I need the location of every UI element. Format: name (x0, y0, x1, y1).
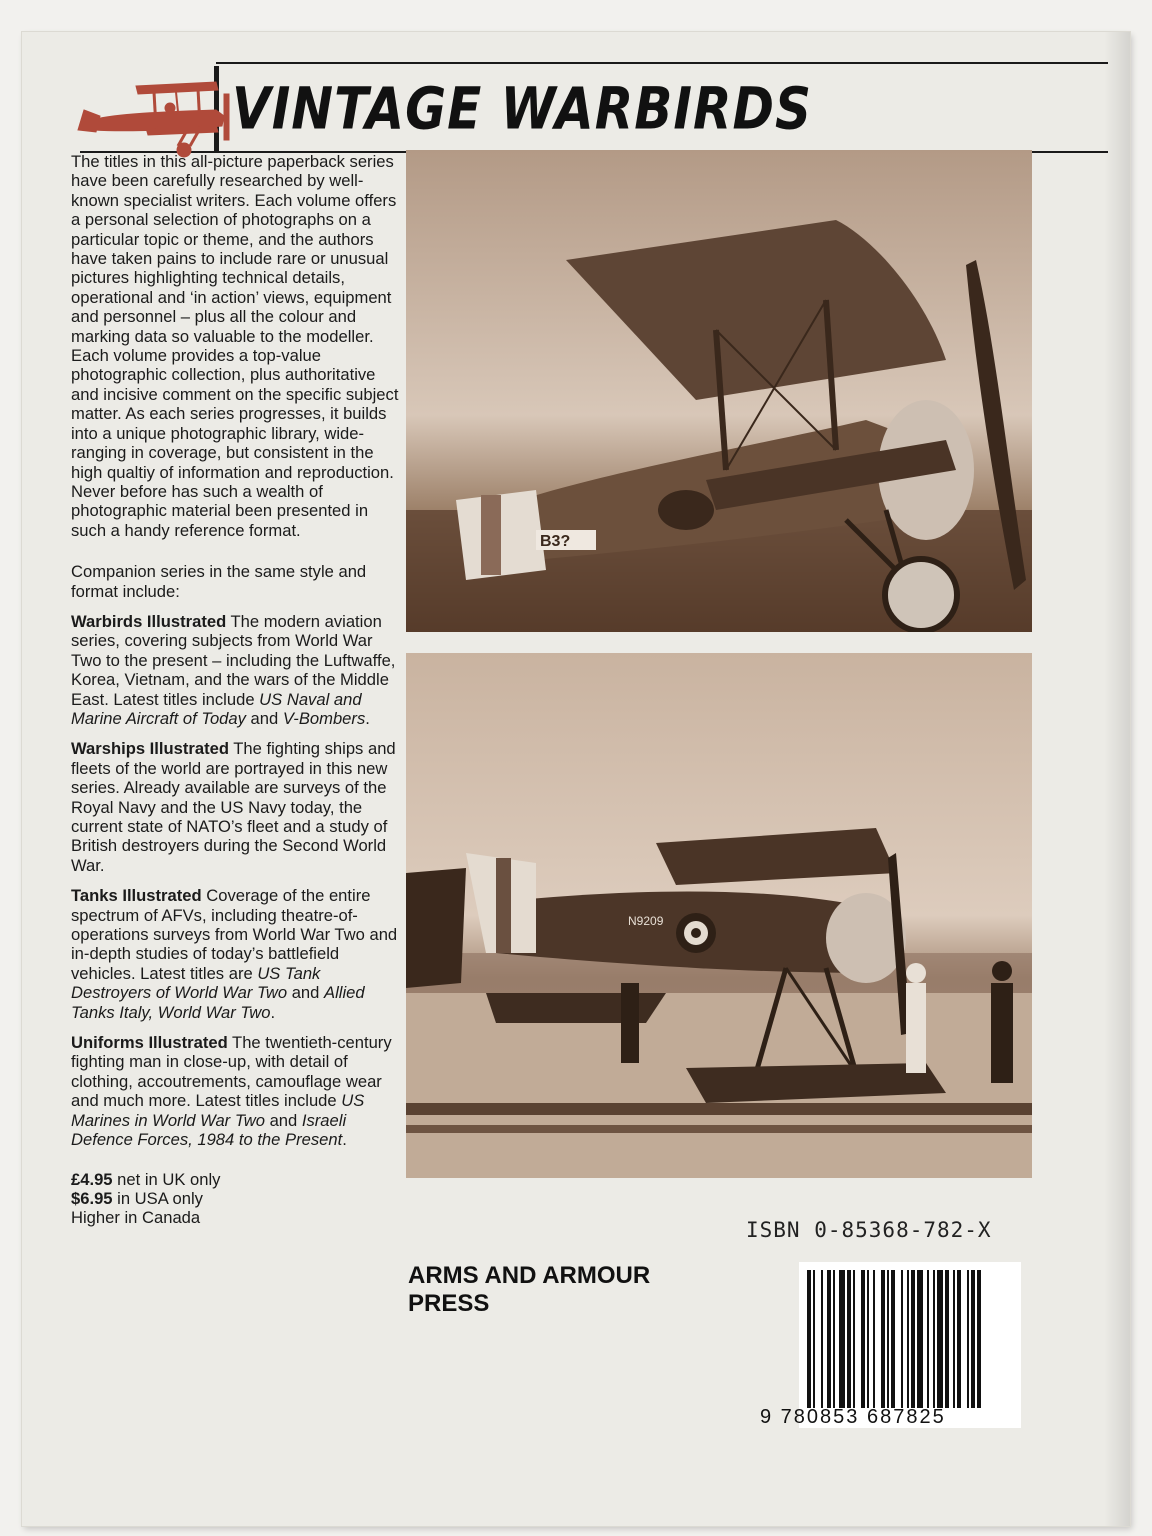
series-name: Warships Illustrated (71, 739, 229, 759)
series-text: . (342, 1130, 347, 1150)
biplane-logo-icon (66, 80, 236, 160)
aircraft-serial: N9209 (628, 914, 664, 928)
photo-biplane-airfield (406, 150, 1032, 632)
price-uk (71, 1170, 401, 1189)
series-text: . (270, 1002, 276, 1022)
series-name: Tanks Illustrated (71, 886, 202, 906)
series-title: VINTAGE WARBIRDS (232, 75, 812, 143)
intro-paragraph: The titles in this all-picture paperback series have been carefully researched by well-known specialist writers. Each volume offers a personal selection of photographs on a particular topic or theme, and the authors have taken pains to include rare or unusual pictures highlighting technical details, operational and ‘in action’ views, equipment and personnel – plus all the colour and marking data so valuable to the modeller. Each volume provides a top-value photographic collection, plus authoritative and incisive comment on the specific subject matter. As each series progresses, it builds into a unique photographic library, wide-ranging in coverage, but consistent in the high qualtiy of information and reproduction. Never before has such a wealth of photographic material been presented in such a handy reference format. (71, 152, 399, 540)
companion-intro: Companion series in the same style and format include: (71, 562, 367, 601)
series-text: and (245, 708, 283, 728)
barcode-digits: 9 780853 687825 (760, 1406, 946, 1428)
series-text: The twentieth-century fighting man in close-up, with detail of clothing, accoutrements, camouflage wear and much more. Latest titles include (71, 1033, 392, 1111)
series-text: and (264, 1110, 302, 1130)
price-amount: £4.95 (71, 1169, 113, 1189)
series-entry-uniforms (71, 1033, 401, 1149)
series-text: and (287, 983, 324, 1003)
price-amount: $6.95 (71, 1188, 113, 1208)
series-text: The fighting ships and fleets of the world are portrayed in this new series. Already available are surveys of the Royal Navy and the US Navy today, the current state of NATO’s fleet and a study of British destroyers during the Second World War. (71, 739, 396, 875)
series-entry-tanks (71, 886, 401, 1022)
price-canada (71, 1208, 401, 1227)
price-note: in USA only (112, 1188, 203, 1208)
price-note: Higher in Canada (71, 1208, 201, 1228)
series-entry-warships (71, 739, 401, 875)
aircraft-serial: B3? (540, 533, 571, 550)
series-text: . (365, 708, 370, 728)
publisher-line: PRESS (408, 1290, 490, 1317)
series-latest-title: V-Bombers (282, 708, 366, 728)
barcode-icon (799, 1262, 1021, 1428)
series-name: Uniforms Illustrated (71, 1033, 228, 1053)
price-note: net in UK only (112, 1169, 221, 1189)
publisher-line: ARMS AND ARMOUR (408, 1262, 651, 1289)
price-usa (71, 1189, 401, 1208)
series-latest-title: US Tank Destroyers of World War Two (71, 963, 321, 1003)
photo-seaplane-beach (406, 653, 1032, 1178)
series-latest-title: Israeli Defence Forces, 1984 to the Present (71, 1110, 347, 1150)
page-edge-shadow (1104, 32, 1130, 1526)
series-latest-title: US Naval and Marine Aircraft of Today (71, 689, 362, 728)
series-text: The modern aviation series, covering subjects from World War Two to the present – including the Luftwaffe, Korea, Vietnam, and the wars of the Middle East. Latest titles include (71, 611, 396, 709)
series-text: Coverage of the entire spectrum of AFVs, including theatre-of-operations surveys from World War Two and in-depth studies of today’s battlefield vehicles. Latest titles are (71, 886, 398, 983)
publisher-name (408, 1262, 728, 1318)
description-column (71, 152, 401, 1228)
series-entry-warbirds (71, 612, 401, 728)
series-latest-title: Allied Tanks Italy, World War Two (71, 983, 365, 1022)
series-latest-title: US Marines in World War Two (71, 1091, 365, 1130)
series-name: Warbirds Illustrated (71, 611, 227, 631)
isbn-label: ISBN 0-85368-782-X (746, 1218, 992, 1242)
